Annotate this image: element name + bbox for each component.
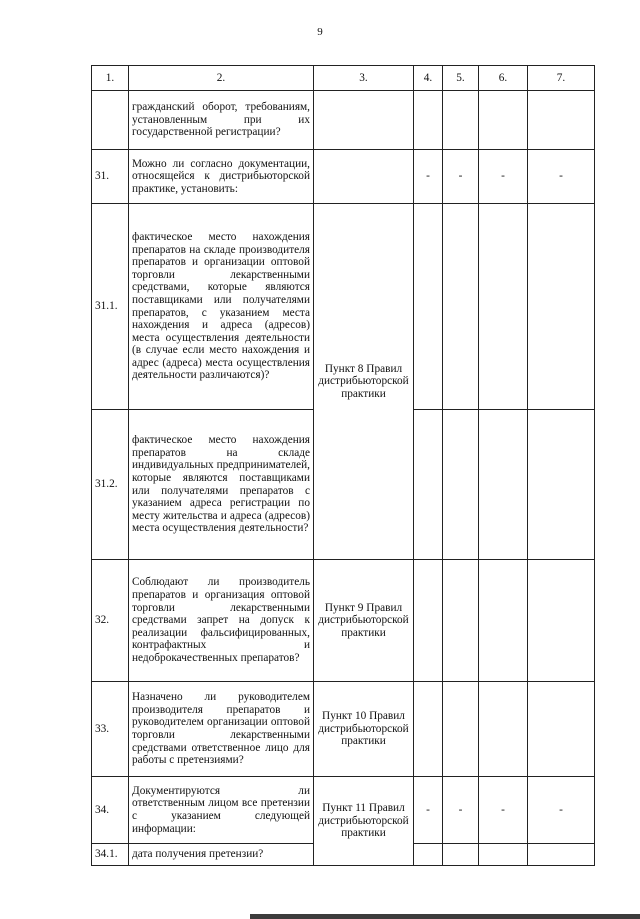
row-reference (314, 150, 414, 204)
row-number: 33. (92, 682, 129, 777)
dash-mark: - (414, 777, 443, 844)
row-question: гражданский оборот, требованиям, установленным при их государственной регистрации? (129, 91, 314, 150)
row-question: Назначено ли руководителем производителя препаратов и руководителем организации оптовой торговли лекарственными средствами ответственное лицо для работы с претензиями? (129, 682, 314, 777)
header-cell: 7. (528, 66, 595, 91)
dash-mark: - (443, 150, 479, 204)
row-number (92, 91, 129, 150)
row-reference (314, 91, 414, 150)
row-question: дата получения претензии? (129, 844, 314, 866)
table-row (92, 777, 595, 844)
dash-mark: - (528, 777, 595, 844)
dash-mark: - (443, 777, 479, 844)
dash-mark: - (528, 150, 595, 204)
row-question: Документируются ли ответственным лицом все претензии с указанием следующей информации: (129, 777, 314, 844)
row-number: 34.1. (92, 844, 129, 866)
header-cell: 5. (443, 66, 479, 91)
table-row (92, 150, 595, 204)
dash-mark: - (479, 777, 528, 844)
row-question: Соблюдают ли производитель препаратов и организация оптовой торговли лекарственными средствами запрет на допуск к реализации фальсифицированных, контрафактных и недоброкачественных препаратов? (129, 560, 314, 682)
header-cell: 6. (479, 66, 528, 91)
row-reference: Пункт 10 Правил дистрибьюторской практики (314, 682, 414, 777)
header-cell: 4. (414, 66, 443, 91)
header-cell: 2. (129, 66, 314, 91)
page-number: 9 (317, 26, 323, 38)
table-row (92, 560, 595, 682)
table-row (92, 91, 595, 150)
row-number: 31.2. (92, 410, 129, 560)
header-cell: 1. (92, 66, 129, 91)
row-reference: Пункт 8 Правил дистрибьюторской практики (314, 204, 414, 560)
row-number: 31. (92, 150, 129, 204)
table-header-row (92, 66, 595, 91)
table-row (92, 682, 595, 777)
header-cell: 3. (314, 66, 414, 91)
row-question: фактическое место нахождения препаратов на складе индивидуальных предпринимателей, которые являются поставщиками или получателями препаратов с указанием адреса регистрации по месту жительства и адреса (адресов) места осуществления деятельности? (129, 410, 314, 560)
dash-mark: - (414, 150, 443, 204)
row-number: 32. (92, 560, 129, 682)
row-number: 34. (92, 777, 129, 844)
scan-shadow-edge (250, 914, 640, 919)
dash-mark: - (479, 150, 528, 204)
row-question: фактическое место нахождения препаратов на складе производителя препаратов и организации оптовой торговли лекарственными средствами, которые являются поставщиками или получателями препаратов, с указанием места нахождения и адреса (адресов) места осуществления деятельности (в случае если место нахождения и адрес (адреса) места осуществления деятельности различаются)? (129, 204, 314, 410)
table-row (92, 204, 595, 410)
row-number: 31.1. (92, 204, 129, 410)
row-reference: Пункт 11 Правил дистрибьюторской практики (314, 777, 414, 866)
checklist-table (91, 65, 595, 866)
row-reference: Пункт 9 Правил дистрибьюторской практики (314, 560, 414, 682)
row-question: Можно ли согласно документации, относящейся к дистрибьюторской практике, установить: (129, 150, 314, 204)
